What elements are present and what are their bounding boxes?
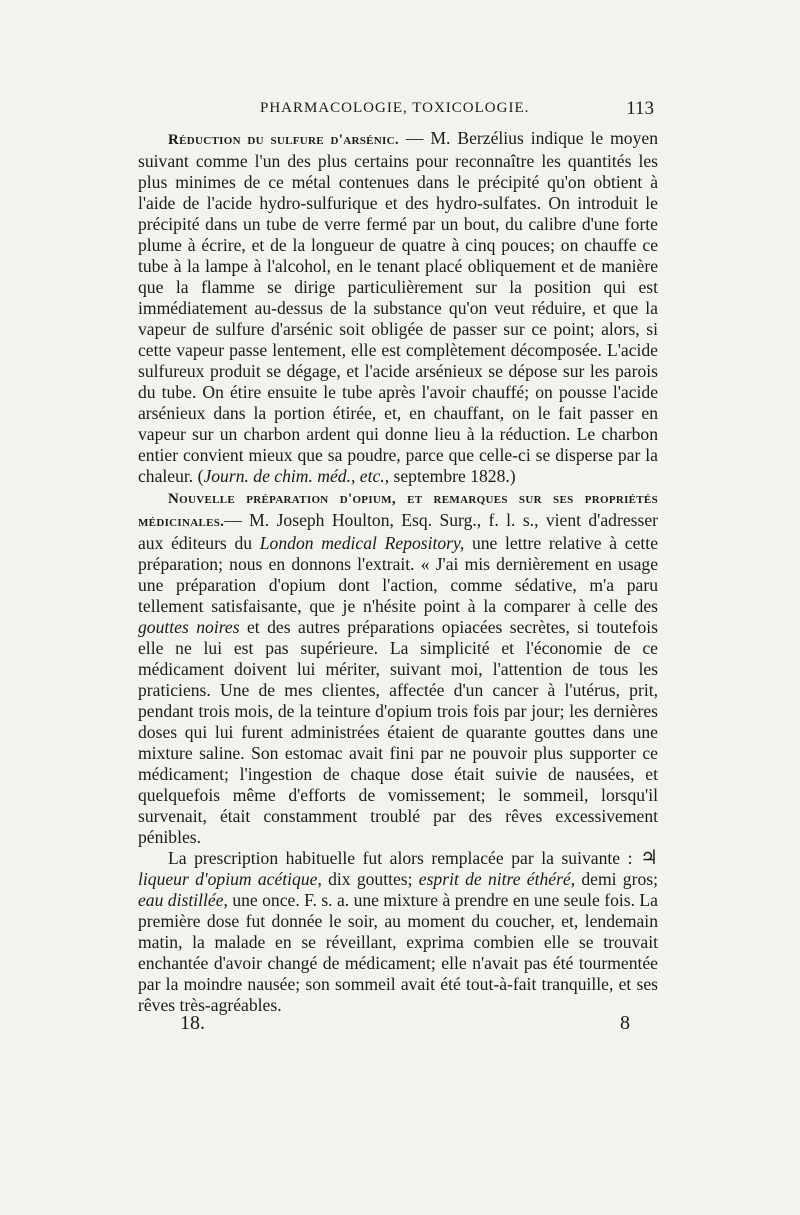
ingredient-name: esprit de nitre éthéré (418, 869, 571, 889)
running-head: PHARMACOLOGIE, TOXICOLOGIE. (260, 100, 530, 116)
article-opium (138, 487, 658, 848)
ingredient-name: liqueur d'opium acétique (138, 869, 318, 889)
prescription-paragraph (138, 848, 658, 1016)
ingredient-name: eau distillée (138, 890, 224, 910)
article-text: — M. Berzélius indique le moyen suivant comme l'un des plus certains pour reconnaître les quantités les plus minimes de ce métal contenues dans le précipité qu'on obtient à l'aide de l'acide hydro-sulfurique et des hydro-sulfates. On introduit le précipité dans un tube de verre fermé par un bout, du calibre d'une forte plume à écrire, et de la longueur de quatre à cinq pouces; on chauffe ce tube à la lampe à l'alcohol, en le tenant placé obliquement et de manière que la flamme se dirige particulièrement sur la position qui est immédiatement au-dessus de la substance qu'on veut réduire, et que la vapeur de sulfure d'arsénic soit obligée de passer sur ce point; alors, si cette vapeur passe lentement, elle est complètement décomposée. L'acide sulfureux produit se dégage, et l'acide arsénieux se dépose sur les parois du tube. On étire ensuite le tube après l'avoir chauffé; on pousse l'acide arsénieux dans la portion étirée, et, en chauffant, on le fait passer en vapeur sur un charbon ardent qui donne lieu à la réduction. Le charbon entier convient mieux que sa poudre, parce que celle-ci se disperse par la chaleur. ( (138, 128, 658, 486)
page-header (140, 98, 660, 124)
prescription-text: , demi gros; (570, 869, 658, 889)
article-text: et des autres préparations opiacées secrètes, si toutefois elle ne lui est pas supérieure. La simplicité et l'économie de ce médicament doivent lui mériter, suivant moi, l'attention de tous les praticiens. Une de mes clientes, affectée d'un cancer à l'utérus, prit, pendant trois mois, de la teinture d'opium trois fois par jour; les dernières doses qui lui furent administrées étaient de quarante gouttes dans une mixture saline. Son estomac avait fini par ne pouvoir plus supporter ce médicament; l'ingestion de chaque dose était suivie de nausées, et quelquefois même d'efforts de vomissement; le sommeil, lorsqu'il survenait, était constamment troublé par des rêves excessivement pénibles. (138, 617, 658, 847)
source-citation: Journ. de chim. méd., etc. (203, 466, 385, 486)
page-footer (180, 1012, 630, 1042)
sheet-number: 8 (620, 1012, 630, 1034)
article-text: une lettre relative à cette préparation; nous en donnons l'extrait. « J'ai mis dernièrement en usage une préparation d'opium dont l'action, comme sédative, m'a paru tellement satisfaisante, que je n'hésite point à la comparer à celle des (138, 533, 659, 616)
page-number: 113 (626, 98, 654, 119)
article-title: Réduction du sulfure d'arsénic. (168, 132, 399, 148)
signature-mark: 18. (180, 1012, 205, 1034)
article-arsenic (138, 128, 658, 487)
recipe-symbol: ♃ (640, 847, 658, 869)
body-text (138, 128, 658, 1016)
prescription-intro: La prescription habituelle fut alors remplacée par la suivante : (168, 848, 641, 868)
source-date: , septembre 1828.) (384, 466, 516, 486)
prescription-text: , une once. F. s. a. une mixture à prendre en une seule fois. La première dose fut donnée le soir, au moment du coucher, et, lendemain matin, la malade en se réveillant, exprima combien elle se trouvait enchantée d'avoir changé de médicament; elle n'avait pas été tourmentée par la moindre nausée; son sommeil avait été tout-à-fait tranquille, et ses rêves très-agréables. (138, 890, 658, 1015)
article-title: Nouvelle préparation d'opium, et remarques sur ses propriétés médicinales. (138, 491, 658, 530)
article-text: — M. Joseph Houlton, Esq. Surg., f. l. s., vient d'adresser aux éditeurs du (138, 510, 658, 553)
journal-name: London medical Repository, (259, 533, 465, 553)
prescription-text: , dix gouttes; (317, 869, 419, 889)
drops-name: gouttes noires (138, 617, 240, 637)
